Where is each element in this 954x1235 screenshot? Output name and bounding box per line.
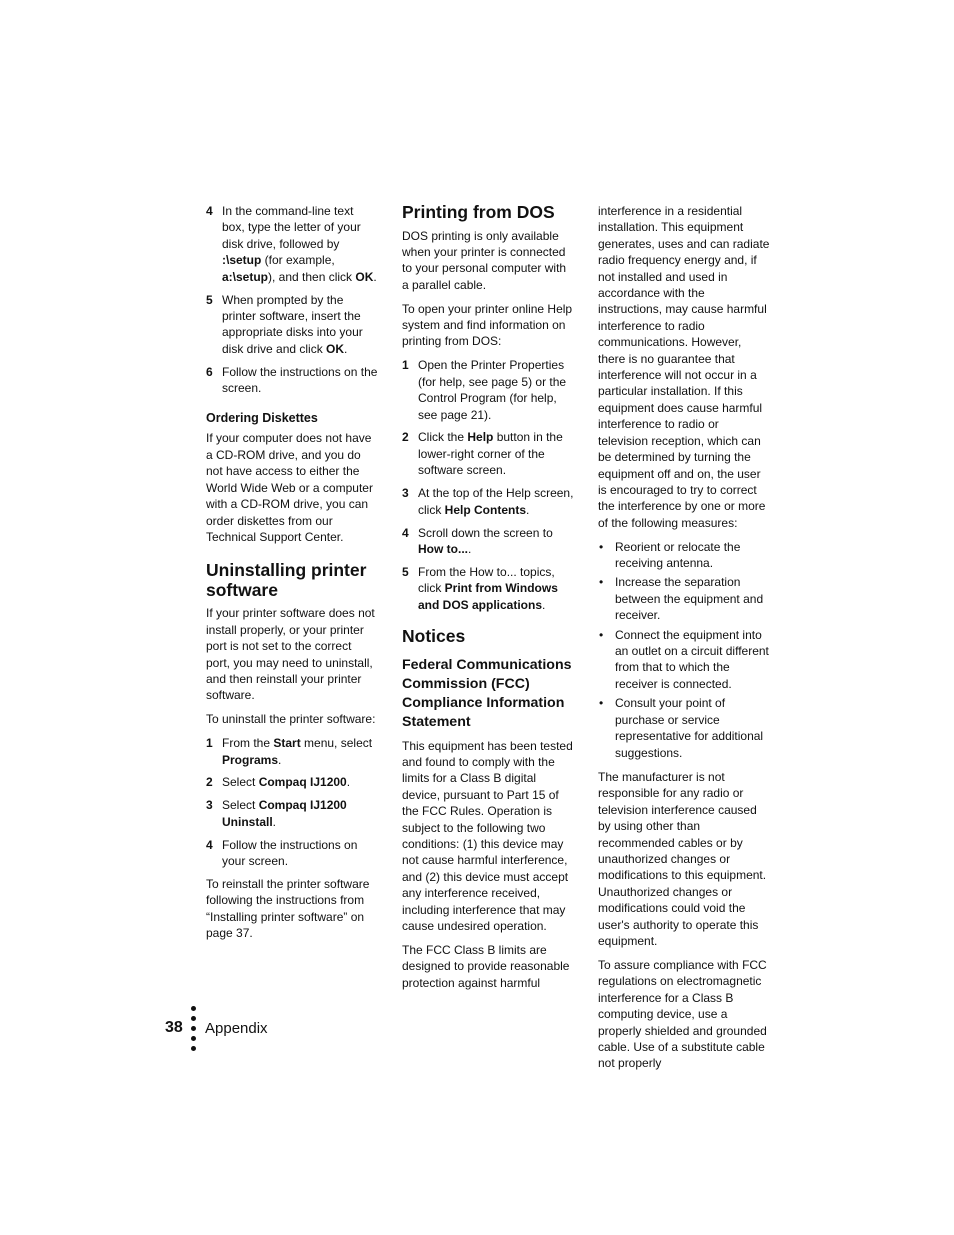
step-text: Click the xyxy=(418,430,468,445)
step-bold-text: Programs xyxy=(222,752,279,767)
step-text: From the xyxy=(222,736,274,751)
step-text: ), and then click xyxy=(268,269,356,284)
step-text: . xyxy=(272,814,277,829)
notices-heading: Notices xyxy=(402,626,466,647)
step-bold-text: Start xyxy=(273,736,301,751)
step-text: Select xyxy=(222,798,259,813)
step-number: 5 xyxy=(206,292,213,307)
uninstalling-heading: Uninstalling printer software xyxy=(206,560,367,600)
dos-steps-list xyxy=(402,357,574,613)
dos-intro-text: DOS printing is only available when your printer is connected to your personal computer with a parallel cable. xyxy=(402,228,567,292)
measure-item xyxy=(598,539,770,572)
uninstall-step-4 xyxy=(206,837,378,870)
dos-help-text: To open your printer online Help system and find information on printing from DOS: xyxy=(402,301,573,349)
dot-column-icon xyxy=(191,1006,199,1050)
step-text: In the command-line text box, type the letter of your disk drive, followed by xyxy=(222,204,361,251)
step-bold-text: :\setup xyxy=(222,253,262,268)
dos-step-3 xyxy=(402,485,574,518)
ordering-diskettes-text: If your computer does not have a CD-ROM drive, and you do not have access to either the World Wide Web or a computer with a CD-ROM drive, you can order diskettes from our Technical Support Center. xyxy=(206,431,373,544)
step-text: Open the Printer Properties (for help, see page 5) or the Control Program (for help, see page 21). xyxy=(418,358,567,422)
dos-step-4 xyxy=(402,525,574,558)
setup-step-6 xyxy=(206,364,378,397)
reinstall-text: To reinstall the printer software following the instructions from “Installing printer software” on page 37. xyxy=(206,877,370,941)
section-label: Appendix xyxy=(205,1020,268,1037)
step-text: Follow the instructions on your screen. xyxy=(222,837,358,869)
measure-text: Consult your point of purchase or service representative for additional suggestions. xyxy=(615,696,764,760)
step-number: 2 xyxy=(206,775,213,790)
step-number: 4 xyxy=(402,525,409,540)
measure-item xyxy=(598,627,770,693)
bullet-icon: • xyxy=(599,539,604,554)
interference-measures-list xyxy=(598,539,770,761)
bullet-icon: • xyxy=(599,575,604,590)
step-number: 4 xyxy=(206,837,213,852)
step-text: . xyxy=(373,269,377,284)
step-text: When prompted by the printer software, insert the appropriate disks into your disk drive and click xyxy=(222,292,363,356)
step-text: Scroll down the screen to xyxy=(418,525,553,540)
step-text: . xyxy=(468,541,472,556)
fcc-compliance-text: This equipment has been tested and found to comply with the limits for a Class B digital device, pursuant to Part 15 of the FCC Rules. Operation is subject to the following two conditions: (1) this device may not cause harmful interference, and (2) this device must accept any interference received, including interference that may cause undesired operation. xyxy=(402,738,573,933)
step-text: From the How to... topics, click xyxy=(418,564,555,596)
step-number: 2 xyxy=(402,430,409,445)
measure-item xyxy=(598,695,770,761)
step-bold-text: Print from Windows and DOS applications xyxy=(418,581,558,612)
column-1 xyxy=(206,203,378,949)
bullet-icon: • xyxy=(599,627,604,642)
measure-text: Connect the equipment into an outlet on a circuit different from that to which the receiver is connected. xyxy=(615,627,769,691)
dos-step-5 xyxy=(402,564,574,613)
column-2 xyxy=(402,203,574,999)
step-number: 3 xyxy=(206,798,213,813)
step-number: 1 xyxy=(402,358,409,373)
step-text: Follow the instructions on the screen. xyxy=(222,364,378,396)
printing-from-dos-heading: Printing from DOS xyxy=(402,202,555,222)
step-text: . xyxy=(526,502,530,517)
step-number: 4 xyxy=(206,204,213,218)
cable-compliance-text: To assure compliance with FCC regulations on electromagnetic interference for a Class B computing device, use a properly shielded and grounded cable. Use of a substitute cable not properly xyxy=(598,957,767,1071)
page-footer xyxy=(0,1002,954,1052)
step-bold-text: Help Contents xyxy=(444,502,527,517)
uninstall-lead-text: To uninstall the printer software: xyxy=(206,712,376,727)
step-bold-text: Help xyxy=(467,430,494,445)
step-number: 6 xyxy=(206,364,213,379)
measure-text: Increase the separation between the equipment and receiver. xyxy=(615,575,764,623)
step-text: menu, select xyxy=(300,736,373,751)
step-text: . xyxy=(346,775,351,790)
fcc-statement-heading: Federal Communications Commission (FCC) Compliance Information Statement xyxy=(402,656,572,730)
uninstall-step-2 xyxy=(206,774,378,790)
step-bold-text: Compaq IJ1200 Uninstall xyxy=(222,798,347,829)
step-bold-text: a:\setup xyxy=(222,269,269,284)
uninstall-step-1 xyxy=(206,735,378,768)
uninstall-step-3 xyxy=(206,797,378,830)
step-text: button in the lower-right corner of the software screen. xyxy=(418,430,563,478)
ordering-diskettes-heading: Ordering Diskettes xyxy=(206,411,318,426)
step-bold-text: Compaq IJ1200 xyxy=(258,775,347,790)
dos-step-1 xyxy=(402,357,574,423)
step-number: 5 xyxy=(402,564,409,579)
bullet-icon: • xyxy=(599,696,604,711)
setup-step-4 xyxy=(206,203,378,285)
step-text: Select xyxy=(222,775,259,790)
measure-text: Reorient or relocate the receiving antenna. xyxy=(615,539,741,571)
step-bold-text: OK xyxy=(355,269,374,284)
setup-steps-list xyxy=(206,203,378,396)
step-bold-text: How to... xyxy=(418,541,468,556)
step-bold-text: OK xyxy=(326,341,345,356)
setup-step-5 xyxy=(206,292,378,358)
step-text: . xyxy=(278,752,282,767)
step-number: 3 xyxy=(402,486,409,501)
measure-item xyxy=(598,574,770,623)
step-text: At the top of the Help screen, click xyxy=(418,486,574,517)
step-text: (for example, xyxy=(261,253,335,268)
page-number: 38 xyxy=(165,1019,183,1036)
uninstall-intro-text: If your printer software does not install properly, or your printer port is not set to the correct port, you may need to uninstall, and then reinstall your printer software. xyxy=(206,606,375,703)
step-text: . xyxy=(344,341,348,356)
manufacturer-disclaimer-text: The manufacturer is not responsible for any radio or television interference caused by using other than recommended cables or by unauthorized changes or modifications to this equipment. Unauthorized changes or modifications could void the user's authority to operate this equipment. xyxy=(598,769,767,948)
step-text: . xyxy=(542,597,546,612)
fcc-class-b-text: The FCC Class B limits are designed to provide reasonable protection against harmful xyxy=(402,942,570,990)
column-3 xyxy=(598,203,770,1079)
dos-step-2 xyxy=(402,429,574,478)
uninstall-steps-list xyxy=(206,735,378,869)
step-number: 1 xyxy=(206,736,213,751)
interference-text: interference in a residential installation. This equipment generates, uses and can radiate radio frequency energy and, if not installed and used in accordance with the instructions, may cause harmful interference to radio communications. However, there is no guarantee that interference will not occur in a particular installation. If this equipment does cause harmful interference to radio or television reception, which can be determined by turning the equipment off and on, the user is encouraged to try to correct the interference by one or more of the following measures: xyxy=(598,204,770,530)
